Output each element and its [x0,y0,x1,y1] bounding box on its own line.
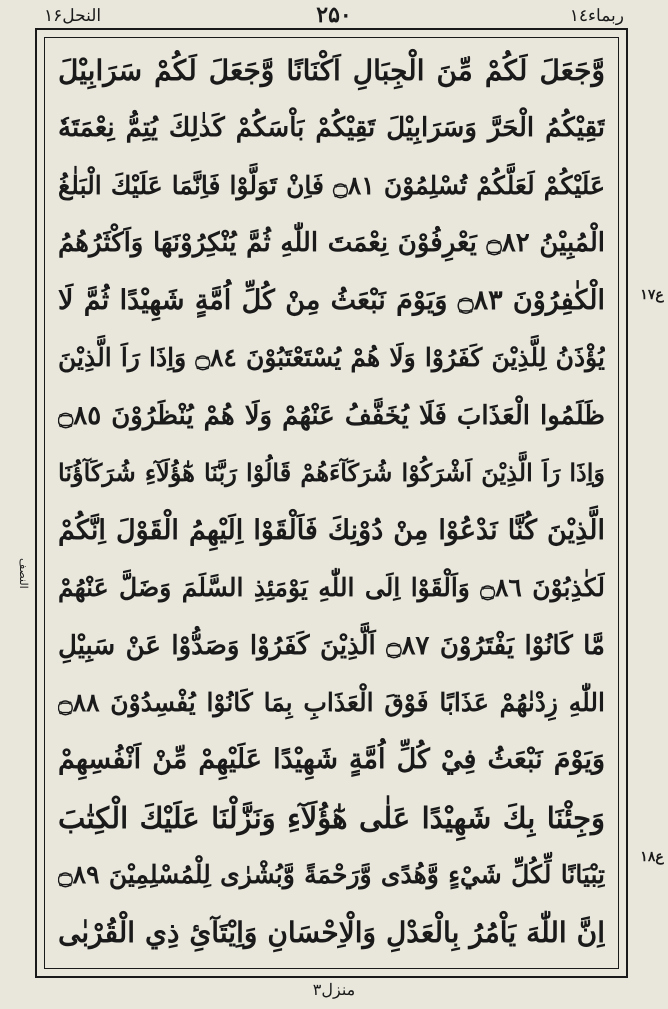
ruku-marker: ع١٨ [640,849,664,865]
verse-line: عَلَيْكُمْ لَعَلَّكُمْ تُسْلِمُوْنَ ۝٨١ فَاِنْ تَوَلَّوْا فَاِنَّمَا عَلَيْكَ الْبَلٰغُ [58,170,605,200]
verse-line: اللّٰهِ زِدْنٰهُمْ عَذَابًا فَوْقَ الْعَذَابِ بِمَا كَانُوْا يُفْسِدُوْنَ ۝٨٨ [58,687,605,717]
margin-note-left: النصف [17,558,30,589]
text-block [44,37,619,969]
verse-line: وَيَوْمَ نَبْعَثُ فِيْ كُلِّ اُمَّةٍ شَهِيْدًا عَلَيْهِمْ مِّنْ اَنْفُسِهِمْ [58,744,605,776]
verse-line: الْكٰفِرُوْنَ ۝٨٣ وَيَوْمَ نَبْعَثُ مِنْ كُلِّ اُمَّةٍ شَهِيْدًا ثُمَّ لَا [58,284,605,316]
page-header [40,2,628,28]
verse-line: وَّجَعَلَ لَكُمْ مِّنَ الْجِبَالِ اَكْنَانًا وَّجَعَلَ لَكُمْ سَرَابِيْلَ [58,54,605,87]
verse-line: ظَلَمُوا الْعَذَابَ فَلَا يُخَفَّفُ عَنْهُمْ وَلَا هُمْ يُنْظَرُوْنَ ۝٨٥ [58,400,605,431]
page-number: ۲۵۰ [316,2,352,28]
verse-line: اِنَّ اللّٰهَ يَاْمُرُ بِالْعَدْلِ وَالْاِحْسَانِ وَاِيْتَآئِ ذِي الْقُرْبٰى [58,915,605,949]
verse-line: الْمُبِيْنُ ۝٨٢ يَعْرِفُوْنَ نِعْمَتَ اللّٰهِ ثُمَّ يُنْكِرُوْنَهَا وَاَكْثَرُهُمُ [58,228,605,259]
verse-line: يُؤْذَنُ لِلَّذِيْنَ كَفَرُوْا وَلَا هُمْ يُسْتَعْتَبُوْنَ ۝٨٤ وَاِذَا رَاَ الَّذِيْنَ [58,343,605,373]
verse-line: الَّذِيْنَ كُنَّا نَدْعُوْا مِنْ دُوْنِكَ فَاَلْقَوْا اِلَيْهِمُ الْقَوْلَ اِنَّكُمْ [58,514,605,546]
manzil-footer: منزل٣ [312,980,356,999]
ruku-marker: ع١٧ [640,287,664,303]
verse-line: وَجِئْنَا بِكَ شَهِيْدًا عَلٰى هٰٓؤُلَآءِ وَنَزَّلْنَا عَلَيْكَ الْكِتٰبَ [58,800,605,835]
surah-name: النحل۱۶ [44,6,102,26]
verse-line: مَّا كَانُوْا يَفْتَرُوْنَ ۝٨٧ اَلَّذِيْنَ كَفَرُوْا وَصَدُّوْا عَنْ سَبِيْلِ [58,630,605,661]
juz-name: ربماء١٤ [569,6,624,26]
verse-line: لَكٰذِبُوْنَ ۝٨٦ وَاَلْقَوْا اِلَى اللّٰهِ يَوْمَئِذِ السَّلَمَ وَضَلَّ عَنْهُمْ [58,573,605,603]
verse-line: وَاِذَا رَاَ الَّذِيْنَ اَشْرَكُوْا شُرَكَآءَهُمْ قَالُوْا رَبَّنَا هٰٓؤُلَآءِ شُرَكَآؤُنَا [58,458,605,488]
verse-line: تَقِيْكُمُ الْحَرَّ وَسَرَابِيْلَ تَقِيْكُمْ بَاْسَكُمْ كَذٰلِكَ يُتِمُّ نِعْمَتَهٗ [58,113,605,144]
verse-line: تِبْيَانًا لِّكُلِّ شَيْءٍ وَّهُدًى وَّرَحْمَةً وَّبُشْرٰى لِلْمُسْلِمِيْنَ ۝٨٩ [58,860,605,890]
